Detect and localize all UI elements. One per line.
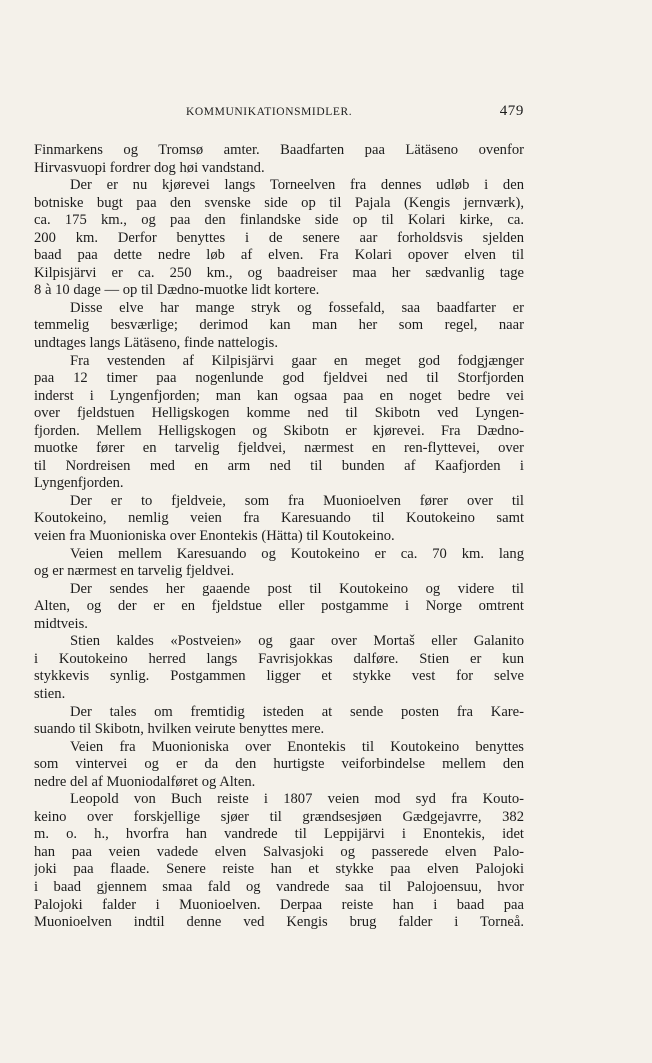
text-line: fjorden. Mellem Helligskogen og Skibotn er kjørevei. Fra Dædno- (34, 422, 524, 439)
text-line: over fjeldstuen Helligskogen komme ned til Skibotn ved Lyngen- (34, 405, 524, 422)
text-line: Kilpisjärvi er ca. 250 km., og baadreiser maa her sædvanlig tage (34, 264, 524, 281)
text-line: baad paa dette nedre løb af elven. Fra Kolari opover elven til (34, 247, 524, 264)
text-line: temmelig besværlige; derimod kan man her som regel, naar (34, 317, 524, 334)
body-text (34, 142, 524, 932)
text-line: Der tales om fremtidig isteden at sende posten fra Kare- (70, 703, 524, 720)
text-line: Lyngenfjorden. (34, 475, 124, 492)
text-line: som vintervei og er da den hurtigste veiforbindelse mellem den (34, 756, 524, 773)
text-line: Der sendes her gaaende post til Koutokeino og videre til (70, 580, 524, 597)
running-title: KOMMUNIKATIONSMIDLER. (186, 106, 353, 118)
text-line: i Koutokeino herred langs Favrisjokkas dalføre. Stien er kun (34, 650, 524, 667)
text-line: keino over forskjellige sjøer til grændsesjøen Gædgejavrre, 382 (34, 808, 524, 825)
text-line: Veien mellem Karesuando og Koutokeino er ca. 70 km. lang (70, 545, 524, 562)
text-line: inderst i Lyngenfjorden; man kan ogsaa paa en noget bedre vei (34, 387, 524, 404)
text-line: Palojoki falder i Muonioelven. Derpaa reiste han i baad paa (34, 896, 524, 913)
text-line: Disse elve har mange stryk og fossefald, saa baadfarter er (70, 299, 524, 316)
text-line: han paa veien vadede elven Salvasjoki og passerede elven Palo- (34, 843, 524, 860)
text-line: og er nærmest en tarvelig fjeldvei. (34, 563, 235, 580)
text-line: stykkevis synlig. Postgammen ligger et stykke vest for selve (34, 668, 524, 685)
text-line: i baad gjennem smaa fald og vandrede saa til Palojoensuu, hvor (34, 878, 524, 895)
text-line: muotke fører en tarvelig fjeldvei, nærmest en ren-flyttevei, over (34, 440, 524, 457)
text-line: botniske bugt paa den svenske side op til Pajala (Kengis jernværk), (34, 194, 524, 211)
text-line: Hirvasvuopi fordrer dog høi vandstand. (34, 159, 265, 176)
text-line: stien. (34, 685, 66, 702)
text-line: 8 à 10 dage — op til Dædno-muotke lidt kortere. (34, 282, 320, 299)
text-line: joki paa flaade. Senere reiste han et stykke paa elven Palojoki (34, 861, 524, 878)
text-line: Koutokeino, nemlig veien fra Karesuando til Koutokeino samt (34, 510, 524, 527)
text-line: undtages langs Lätäseno, finde nattelogis. (34, 335, 278, 352)
text-line: Veien fra Muonioniska over Enontekis til Koutokeino benyttes (70, 738, 524, 755)
text-line: Leopold von Buch reiste i 1807 veien mod syd fra Kouto- (70, 791, 524, 808)
text-line: Der er nu kjørevei langs Torneelven fra dennes udløb i den (70, 177, 524, 194)
text-line: Finmarkens og Tromsø amter. Baadfarten paa Lätäseno ovenfor (34, 142, 524, 158)
text-line: nedre del af Muoniodalføret og Alten. (34, 773, 256, 790)
text-line: paa 12 timer paa nogenlunde god fjeldvei ned til Storfjorden (34, 370, 524, 387)
text-line: midtveis. (34, 615, 88, 632)
text-line: Alten, og der er en fjeldstue eller postgamme i Norge omtrent (34, 598, 524, 615)
text-line: Der er to fjeldveie, som fra Muonioelven fører over til (70, 492, 524, 509)
page-number: 479 (499, 103, 524, 119)
text-line: ca. 175 km., og paa den finlandske side op til Kolari kirke, ca. (34, 212, 524, 229)
text-line: Stien kaldes «Postveien» og gaar over Mortaš eller Galanito (70, 633, 524, 650)
text-line: suando til Skibotn, hvilken veirute benyttes mere. (34, 721, 325, 738)
text-line: m. o. h., hvorfra han vandrede til Leppijärvi i Enontekis, idet (34, 826, 524, 843)
text-line: veien fra Muonioniska over Enontekis (Hätta) til Koutokeino. (34, 528, 395, 545)
text-line: til Nordreisen med en arm ned til bunden af Kaafjorden i (34, 457, 524, 474)
text-line: 200 km. Derfor benyttes i de senere aar forholdsvis sjelden (34, 229, 524, 246)
text-line: Muonioelven indtil denne ved Kengis brug falder i Torneå. (34, 914, 524, 931)
text-line: Fra vestenden af Kilpisjärvi gaar en meget god fodgjænger (70, 352, 524, 369)
